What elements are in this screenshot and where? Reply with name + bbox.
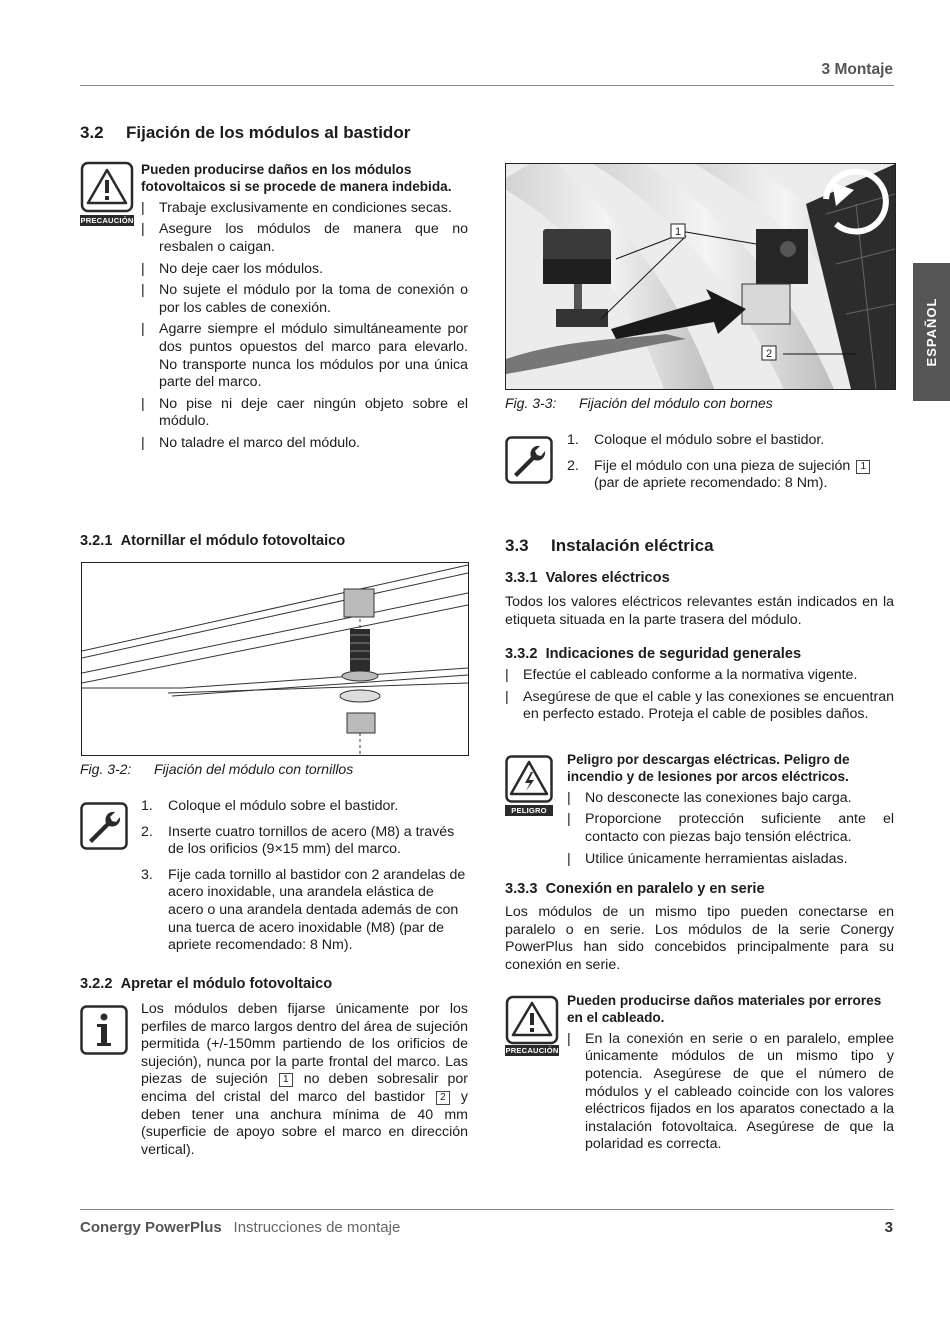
caution-icon (80, 161, 134, 227)
figure-number: Fig. 3-2: (80, 761, 132, 777)
section-3-2-title (80, 124, 410, 142)
figure-caption-text: Fijación del módulo con bornes (579, 395, 773, 411)
list-item: | Trabaje exclusivamente en condiciones secas. (141, 200, 468, 218)
section-3-2-1-title (80, 533, 345, 551)
steps-screw (141, 798, 468, 963)
list-item: | No pise ni deje caer ningún objeto sobre el módulo. (141, 396, 468, 431)
caution-heading: Pueden producirse daños en los módulos fotovoltaicos si se procede de manera indebida. (141, 162, 452, 195)
caution-badge: PRECAUCIÓN (80, 216, 134, 225)
wrench-icon (80, 802, 128, 856)
section-number: 3.2.2 (80, 976, 113, 992)
figure-number: Fig. 3-3: (505, 395, 557, 411)
danger-badge: PELIGRO (505, 805, 553, 816)
wrench-icon (505, 436, 553, 490)
section-number: 3.3.1 (505, 570, 538, 586)
footer-left (80, 1219, 400, 1238)
list-item (141, 867, 468, 955)
caution-block-wiring (567, 992, 894, 1158)
figure-3-2-caption (80, 761, 353, 779)
language-tab (913, 263, 950, 401)
section-3-3-3-title (505, 881, 765, 899)
caution-list (141, 200, 468, 453)
list-item: | No sujete el módulo por la toma de conexión o por los cables de conexión. (141, 282, 468, 317)
list-item (141, 824, 468, 859)
figure-callout-2: 2 (765, 348, 773, 360)
step-number: 3. (141, 866, 153, 883)
paragraph-electrical-values: Todos los valores eléctricos relevantes están indicados en la etiqueta situada en la parte trasera del módulo. (505, 594, 894, 628)
section-title-text: Valores eléctricos (545, 570, 670, 586)
paragraph-text: no deben sobresalir por encima del cristal del marco del bastidor (141, 1071, 468, 1105)
steps-clamp (567, 432, 894, 501)
figure-3-2-image (81, 562, 469, 756)
list-item: | Utilice únicamente herramientas aisladas. (567, 851, 894, 869)
list-item (567, 458, 894, 493)
caution-block-modules (141, 161, 468, 457)
list-item: | Proporcione protección suficiente ante el contacto con piezas bajo tensión eléctrica. (567, 811, 894, 846)
callout-reference: 2 (436, 1091, 450, 1105)
paragraph-text: Los módulos deben fijarse únicamente por los perfiles de marco largos dentro del área de sujeción permitida (+/-150mm partiendo de los orificios de sujeción), nunca por la parte frontal del marco. Las piezas de sujeción (141, 1001, 468, 1088)
section-3-3-1-title (505, 570, 670, 588)
list-item: | En la conexión en serie o en paralelo, emplee únicamente módulos de un mismo tipo y potencia. Asegúrese de que el número de módulos y el cableado coincide con los valores eléctricos fijados en los aparatos conectado a la instalación fotovoltaica. Asegúrese de que la polaridad es correcta. (567, 1031, 894, 1154)
section-number: 3.3.3 (505, 881, 538, 897)
paragraph-connection: Los módulos de un mismo tipo pueden conectarse en paralelo o en serie. Los módulos de la serie Conergy PowerPlus han sido concebidos principalmente para su conexión en serie. (505, 904, 894, 973)
caution-icon (505, 995, 559, 1055)
section-title-text: Apretar el módulo fotovoltaico (120, 976, 333, 992)
list-item: | Agarre siempre el módulo simultáneamente por dos puntos opuestos del marco para elevarlo. No transporte nunca los módulos por una única parte del marco. (141, 321, 468, 391)
section-3-3-title (505, 537, 714, 555)
step-text: Coloque el módulo sobre el bastidor. (594, 432, 825, 448)
step-text: Coloque el módulo sobre el bastidor. (168, 798, 399, 814)
section-3-3-2-title (505, 646, 801, 664)
page-number: 3 (884, 1219, 893, 1236)
danger-heading: Peligro por descargas eléctricas. Peligro de incendio y de lesiones por arcos eléctricos. (567, 752, 850, 785)
step-number: 1. (141, 798, 153, 814)
step-text: Fije cada tornillo al bastidor con 2 arandelas de acero inoxidable, una arandela elástica de acero o una arandela dentada además de con una tuerca de acero inoxidable (M8) (par de apriete recomendado: 8 Nm). (168, 866, 466, 954)
electric-hazard-icon (505, 755, 553, 815)
figure-caption-text: Fijación del módulo con tornillos (154, 761, 354, 777)
language-tab-label: ESPAÑOL (923, 297, 939, 367)
section-3-2-2-title (80, 976, 332, 994)
list-item: | Asegure los módulos de manera que no resbalen o caigan. (141, 221, 468, 256)
list-item: | Asegúrese de que el cable y las conexiones se encuentran en perfecto estado. Proteja el cable de posibles daños. (505, 689, 894, 724)
section-title-text: Indicaciones de seguridad generales (545, 646, 802, 662)
list-item: | Efectúe el cableado conforme a la normativa vigente. (505, 667, 894, 685)
step-number: 2. (567, 457, 579, 474)
danger-block (567, 751, 894, 872)
section-title-text: Conexión en paralelo y en serie (545, 881, 765, 897)
header-rule (80, 85, 894, 86)
section-number: 3.3 (505, 536, 529, 555)
step-text: Inserte cuatro tornillos de acero (M8) a través de los orificios (9×15 mm) del marco. (168, 823, 455, 858)
step-text: (par de apriete recomendado: 8 Nm). (594, 475, 828, 492)
list-item (141, 798, 468, 816)
list-item: | No desconecte las conexiones bajo carga. (567, 790, 894, 808)
safety-list (505, 663, 894, 728)
chapter-header: 3 Montaje (821, 61, 893, 78)
section-title-text: Fijación de los módulos al bastidor (126, 123, 411, 142)
callout-reference: 1 (279, 1073, 293, 1087)
list-item (567, 432, 894, 450)
figure-3-3-caption (505, 395, 773, 413)
callout-reference: 1 (856, 460, 870, 474)
paragraph-clamping (141, 1001, 468, 1159)
step-text: Fije el módulo con una pieza de sujeción (594, 457, 851, 474)
figure-3-3-image (505, 163, 896, 390)
footer-rule (80, 1209, 894, 1210)
caution-heading: Pueden producirse daños materiales por errores en el cableado. (567, 993, 882, 1026)
footer-subtitle: Instrucciones de montaje (233, 1219, 401, 1236)
footer-brand: Conergy PowerPlus (80, 1219, 222, 1236)
section-number: 3.2.1 (80, 533, 113, 549)
section-number: 3.2 (80, 123, 104, 142)
list-item: | No deje caer los módulos. (141, 261, 468, 279)
section-number: 3.3.2 (505, 646, 538, 662)
caution-badge: PRECAUCIÓN (505, 1046, 559, 1055)
list-item: | No taladre el marco del módulo. (141, 435, 468, 453)
section-title-text: Instalación eléctrica (551, 536, 714, 555)
paragraph-text: y deben tener una anchura mínima de 40 mm (superficie de apoyo sobre el marco en dirección vertical). (141, 1088, 468, 1158)
step-number: 2. (141, 823, 153, 840)
section-title-text: Atornillar el módulo fotovoltaico (120, 533, 346, 549)
figure-callout-1: 1 (674, 226, 682, 238)
step-number: 1. (567, 432, 579, 448)
info-icon (80, 1005, 128, 1061)
